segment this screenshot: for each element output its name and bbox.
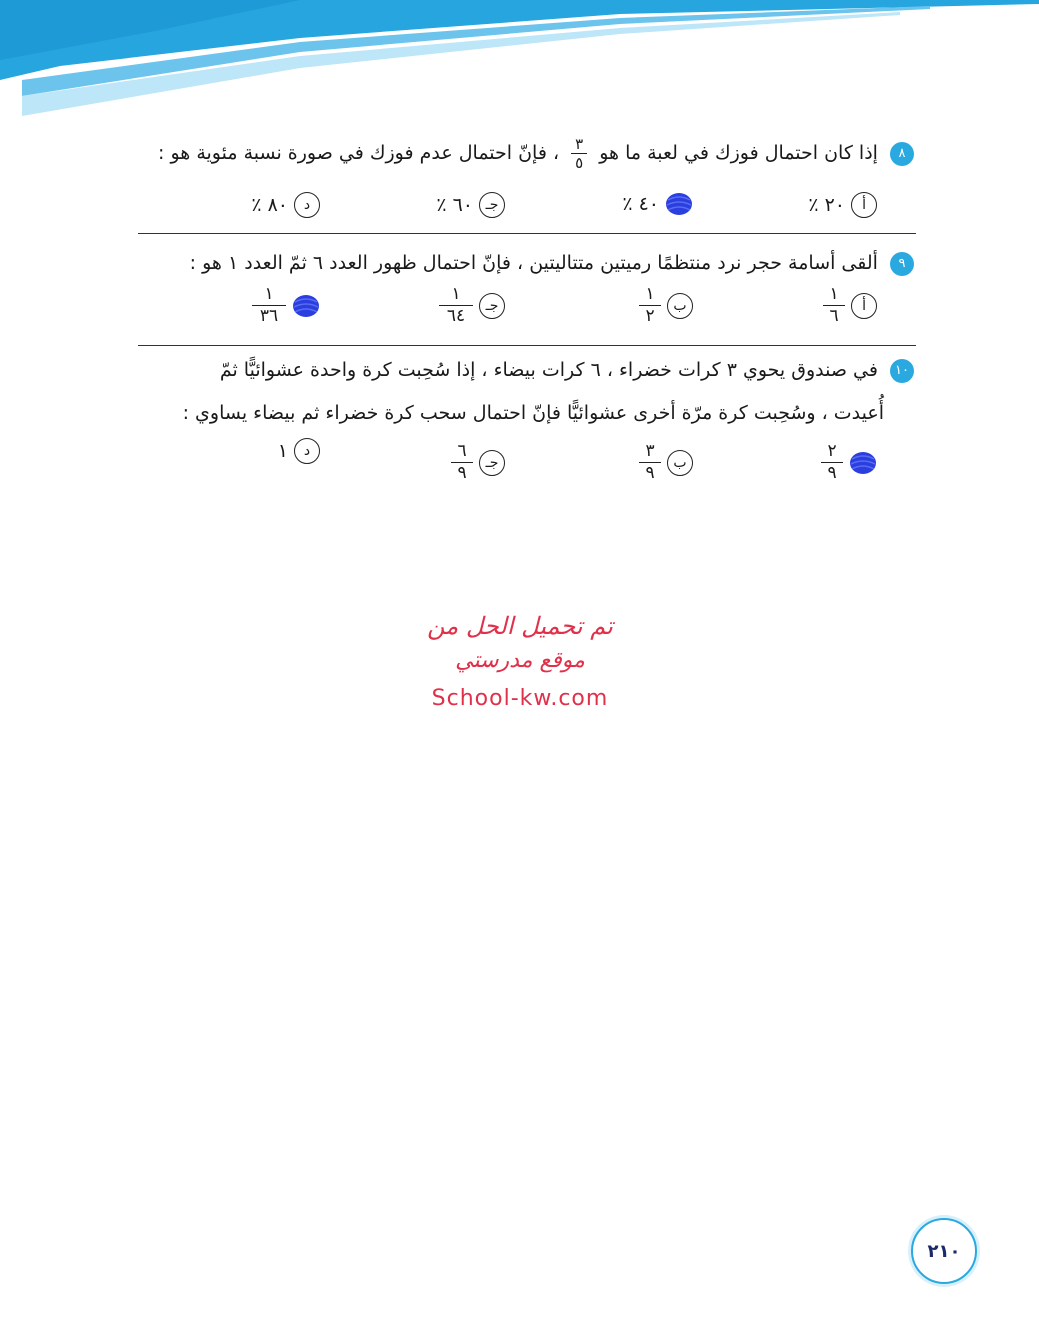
fraction-numerator: ١ [645, 284, 655, 304]
question-text: إذا كان احتمال فوزك في لعبة ما هو [599, 142, 878, 164]
option-fraction [439, 286, 473, 325]
option-value: ٨٠ ٪ [251, 194, 288, 216]
fraction-denominator: ٢ [645, 306, 655, 326]
option-c[interactable] [436, 192, 505, 218]
question-10-line-2 [183, 400, 884, 426]
option-fraction [821, 443, 843, 482]
divider [138, 345, 916, 346]
question-number: ٨ [890, 142, 914, 166]
inline-fraction [571, 136, 587, 171]
fraction-denominator: ٥ [575, 154, 584, 172]
question-text-cont: أُعيدت ، وسُحِبت كرة مرّة أخرى عشوائيًّا فإنّ احتمال سحب كرة خضراء ثم بيضاء يساوي : [182, 402, 884, 424]
fraction-denominator: ٩ [645, 463, 655, 483]
option-a[interactable] [823, 286, 877, 325]
option-d[interactable] [278, 438, 320, 464]
option-c[interactable] [439, 286, 505, 325]
option-b[interactable] [639, 286, 693, 325]
fraction-numerator: ١ [264, 284, 274, 304]
option-fraction [639, 286, 661, 325]
fraction-denominator: ٦٤ [446, 306, 466, 326]
question-number: ٩ [890, 252, 914, 276]
option-fraction [451, 443, 473, 482]
option-letter: د [294, 438, 320, 464]
option-letter: أ [851, 192, 877, 218]
option-b[interactable] [622, 192, 693, 216]
page-number-text: ٢١٠ [927, 1240, 961, 1262]
fraction-denominator: ٩ [457, 463, 467, 483]
selected-scribble-icon [849, 451, 877, 475]
option-a[interactable] [821, 443, 877, 482]
question-10 [220, 357, 914, 383]
watermark-url: School-kw.com [431, 686, 609, 711]
page-number [911, 1218, 977, 1284]
selected-scribble-icon [292, 294, 320, 318]
option-letter: ب [667, 450, 693, 476]
option-letter: أ [851, 293, 877, 319]
watermark-line-2: موقع مدرستي [455, 648, 585, 673]
option-a[interactable] [808, 192, 877, 218]
option-letter: د [294, 192, 320, 218]
option-value: ٦٠ ٪ [436, 194, 473, 216]
option-fraction [823, 286, 845, 325]
option-d[interactable] [252, 286, 320, 325]
fraction-numerator: ٣ [645, 441, 655, 461]
option-b[interactable] [639, 443, 693, 482]
watermark-line-1: تم تحميل الحل من [427, 612, 613, 640]
option-value: ١ [277, 440, 288, 462]
option-letter: جـ [479, 293, 505, 319]
fraction-numerator: ١ [451, 284, 461, 304]
option-value: ٤٠ ٪ [622, 193, 659, 215]
divider [138, 233, 916, 234]
fraction-numerator: ٣ [575, 135, 584, 153]
option-value: ٢٠ ٪ [808, 194, 845, 216]
option-d[interactable] [251, 192, 320, 218]
question-8 [158, 136, 914, 171]
fraction-denominator: ٩ [827, 463, 837, 483]
question-text: في صندوق يحوي ٣ كرات خضراء ، ٦ كرات بيضاء ، إذا سُحِبت كرة واحدة عشوائيًّا ثمّ [219, 359, 878, 381]
fraction-numerator: ١ [829, 284, 839, 304]
option-c[interactable] [451, 443, 505, 482]
fraction-numerator: ٦ [457, 441, 467, 461]
option-fraction [639, 443, 661, 482]
selected-scribble-icon [665, 192, 693, 216]
option-letter: ب [667, 293, 693, 319]
fraction-denominator: ٣٦ [259, 306, 279, 326]
fraction-denominator: ٦ [829, 306, 839, 326]
option-letter: جـ [479, 450, 505, 476]
fraction-numerator: ٢ [827, 441, 837, 461]
option-letter: جـ [479, 192, 505, 218]
question-text: ألقى أسامة حجر نرد منتظمًا رميتين متتاليتين ، فإنّ احتمال ظهور العدد ٦ ثمّ العدد ١ هو : [189, 252, 878, 274]
question-number: ١٠ [890, 359, 914, 383]
header-banner [0, 0, 1039, 130]
question-text-cont: ، فإنّ احتمال عدم فوزك في صورة نسبة مئوية هو : [158, 142, 560, 164]
question-9 [190, 250, 914, 276]
option-fraction [252, 286, 286, 325]
